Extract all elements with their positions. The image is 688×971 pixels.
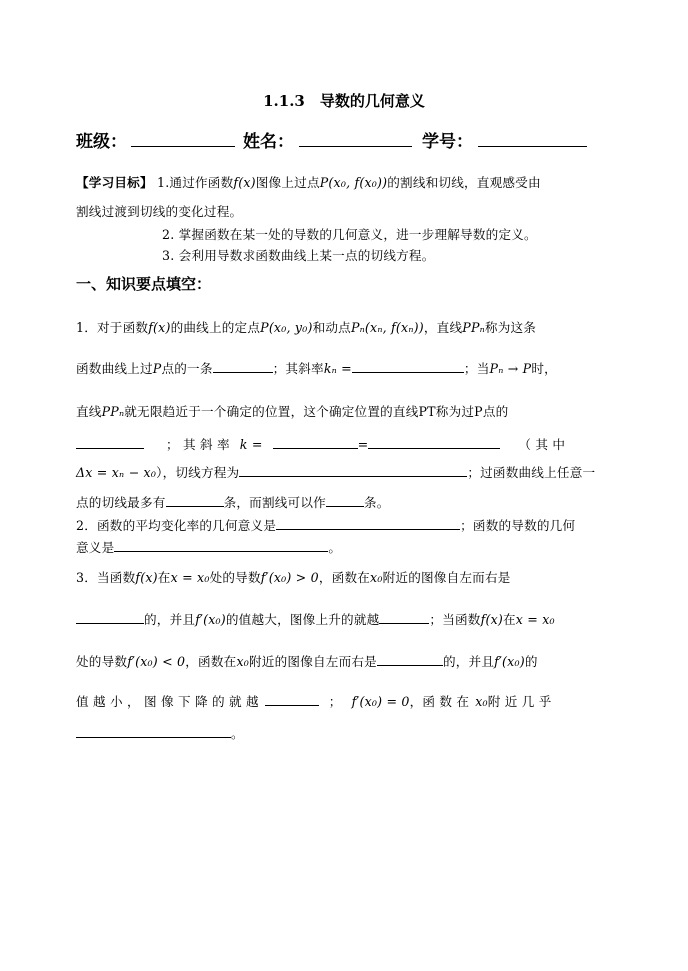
q-text: ，直线 [423, 320, 463, 335]
page-title: 1.1.3 导数的几何意义 [263, 92, 425, 110]
blank[interactable] [166, 494, 224, 507]
q-text: 条，而割线可以作 [223, 495, 326, 510]
q-text: ； [328, 694, 342, 709]
q1-line-2 [76, 358, 557, 377]
name-label: 姓名： [243, 132, 294, 152]
q-text: 。 [231, 726, 244, 741]
math-line: PPₙ [462, 320, 485, 335]
q-text: 的 [524, 654, 538, 669]
math-x0: x₀ [370, 570, 383, 585]
q-text: 和动点 [312, 320, 351, 335]
q-text: 的曲线上的定点 [170, 320, 261, 335]
q3-line-5 [76, 723, 244, 742]
q-text: 条。 [363, 495, 390, 510]
blank[interactable] [326, 494, 364, 507]
q3-line-3 [76, 651, 538, 670]
q-text: = [357, 437, 369, 452]
q-text: 点的一条 [161, 361, 213, 376]
math-point: P(x₀, y₀) [260, 320, 313, 335]
q-text: （ 其 中 [518, 437, 566, 452]
blank[interactable] [114, 539, 328, 552]
blank[interactable] [377, 653, 443, 666]
math-p: P [152, 361, 162, 376]
q3-line-4 [76, 691, 552, 710]
id-blank[interactable] [478, 130, 587, 147]
q-text: 2．函数的平均变化率的几何意义是 [76, 518, 277, 533]
math-dx: Δx = xₙ − x₀ [76, 465, 157, 480]
math-k: k = [239, 437, 263, 452]
blank[interactable] [76, 611, 144, 624]
math-fx: f(x) [480, 612, 503, 627]
q-text: 在 [503, 612, 516, 627]
math-fx: f(x) [135, 570, 158, 585]
math-limit: Pₙ → P [489, 361, 532, 376]
blank[interactable] [276, 517, 460, 530]
q-text: 时， [531, 361, 557, 376]
q3-line-1 [76, 567, 511, 586]
q-text: 就无限趋近于一个确定的位置，这个确定位置的直线PT称为过P点的 [124, 404, 509, 419]
q-text: 点的切线最多有 [76, 495, 166, 510]
q-text: ，函数在 [318, 570, 371, 585]
math-x: x = x₀ [170, 570, 210, 585]
q-text: 的值越大，图像上升的就越 [225, 612, 380, 627]
math-x0: x₀ [236, 654, 250, 669]
math-x: x = x₀ [515, 612, 555, 627]
blank[interactable] [239, 464, 467, 477]
blank[interactable] [368, 436, 500, 449]
q-text: 附近的图像自左而右是 [249, 654, 377, 669]
name-blank[interactable] [299, 130, 412, 147]
q-text: 的，并且 [442, 654, 495, 669]
blank[interactable] [352, 360, 464, 373]
q1-line-4 [76, 434, 565, 453]
goal-line-2: 2. 掌握函数在某一处的导数的几何意义，进一步理解导数的定义。 [162, 227, 537, 242]
math-deriv: f′(x₀) < 0 [127, 654, 186, 669]
q3-line-2 [76, 609, 555, 628]
q-text: 直线 [76, 404, 102, 419]
q1-line-1 [76, 317, 536, 336]
q-text: 处的导数 [76, 654, 128, 669]
q-text: 1．对于函数 [76, 320, 149, 335]
q2-line-1 [76, 515, 575, 534]
math-x0: x₀ [475, 694, 488, 709]
goal-line-3: 3. 会利用导数求函数曲线上某一点的切线方程。 [162, 248, 435, 263]
math-point-n: Pₙ(xₙ, f(xₙ)) [350, 320, 424, 335]
goal-text: 的割线和切线，直观感受由 [387, 175, 541, 190]
q-text: 附近的图像自左而右是 [382, 570, 511, 585]
math-deriv: f′(x₀) [494, 654, 525, 669]
blank[interactable] [273, 436, 358, 449]
goal-text: 图像上过点 [255, 175, 320, 190]
q-text: ； 其 斜 率 [166, 437, 230, 452]
class-label: 班级： [76, 132, 127, 152]
q-text: 意义是 [76, 540, 115, 555]
blank[interactable] [76, 436, 144, 449]
goal-text: 1.通过作函数 [156, 175, 234, 190]
math-deriv: f′(x₀) > 0 [260, 570, 319, 585]
class-blank[interactable] [131, 130, 235, 147]
blank[interactable] [265, 693, 319, 706]
q-text: ；过函数曲线上任意一 [467, 465, 596, 480]
q1-line-5 [76, 462, 595, 481]
math-deriv: f′(x₀) [195, 612, 226, 627]
q-text: ；函数的导数的几何 [460, 518, 576, 533]
goal-line-1 [76, 172, 541, 191]
math-line: PPₙ [101, 404, 125, 419]
section-heading: 一、知识要点填空： [76, 275, 212, 293]
q-text: ；当 [463, 361, 490, 376]
q-text: 处的导数 [209, 570, 261, 585]
q1-line-6 [76, 492, 390, 511]
q-text: 值 越 小 ， 图 像 下 降 的 就 越 [76, 694, 259, 709]
q-text: ；当函数 [429, 612, 481, 627]
q-text: 附 近 几 乎 [487, 694, 552, 709]
blank[interactable] [76, 725, 231, 738]
q-text: 的，并且 [144, 612, 196, 627]
q2-line-2 [76, 537, 341, 556]
q-text: 在 [157, 570, 171, 585]
q-text: 。 [328, 540, 342, 555]
goal-tag: 【学习目标】 [76, 175, 153, 190]
q-text: ），切线方程为 [156, 465, 240, 480]
q-text: ，函 数 在 [409, 694, 470, 709]
math-fx: f(x) [148, 320, 171, 335]
goal-line-1b: 割线过渡到切线的变化过程。 [76, 204, 243, 219]
q-text: ，函数在 [185, 654, 237, 669]
q1-line-3 [76, 401, 508, 420]
q-text: 函数曲线上过 [76, 361, 153, 376]
blank[interactable] [379, 611, 429, 624]
blank[interactable] [213, 360, 273, 373]
math-point: P(x₀, f(x₀)) [319, 175, 388, 190]
math-fx: f(x) [233, 175, 256, 190]
math-deriv: f′(x₀) = 0 [351, 694, 410, 709]
q-text: ；其斜率 [272, 361, 324, 376]
math-kn: kₙ = [323, 361, 352, 376]
q-text: 称为这条 [484, 320, 537, 335]
id-label: 学号： [422, 132, 473, 152]
q-text: 3．当函数 [76, 570, 136, 585]
